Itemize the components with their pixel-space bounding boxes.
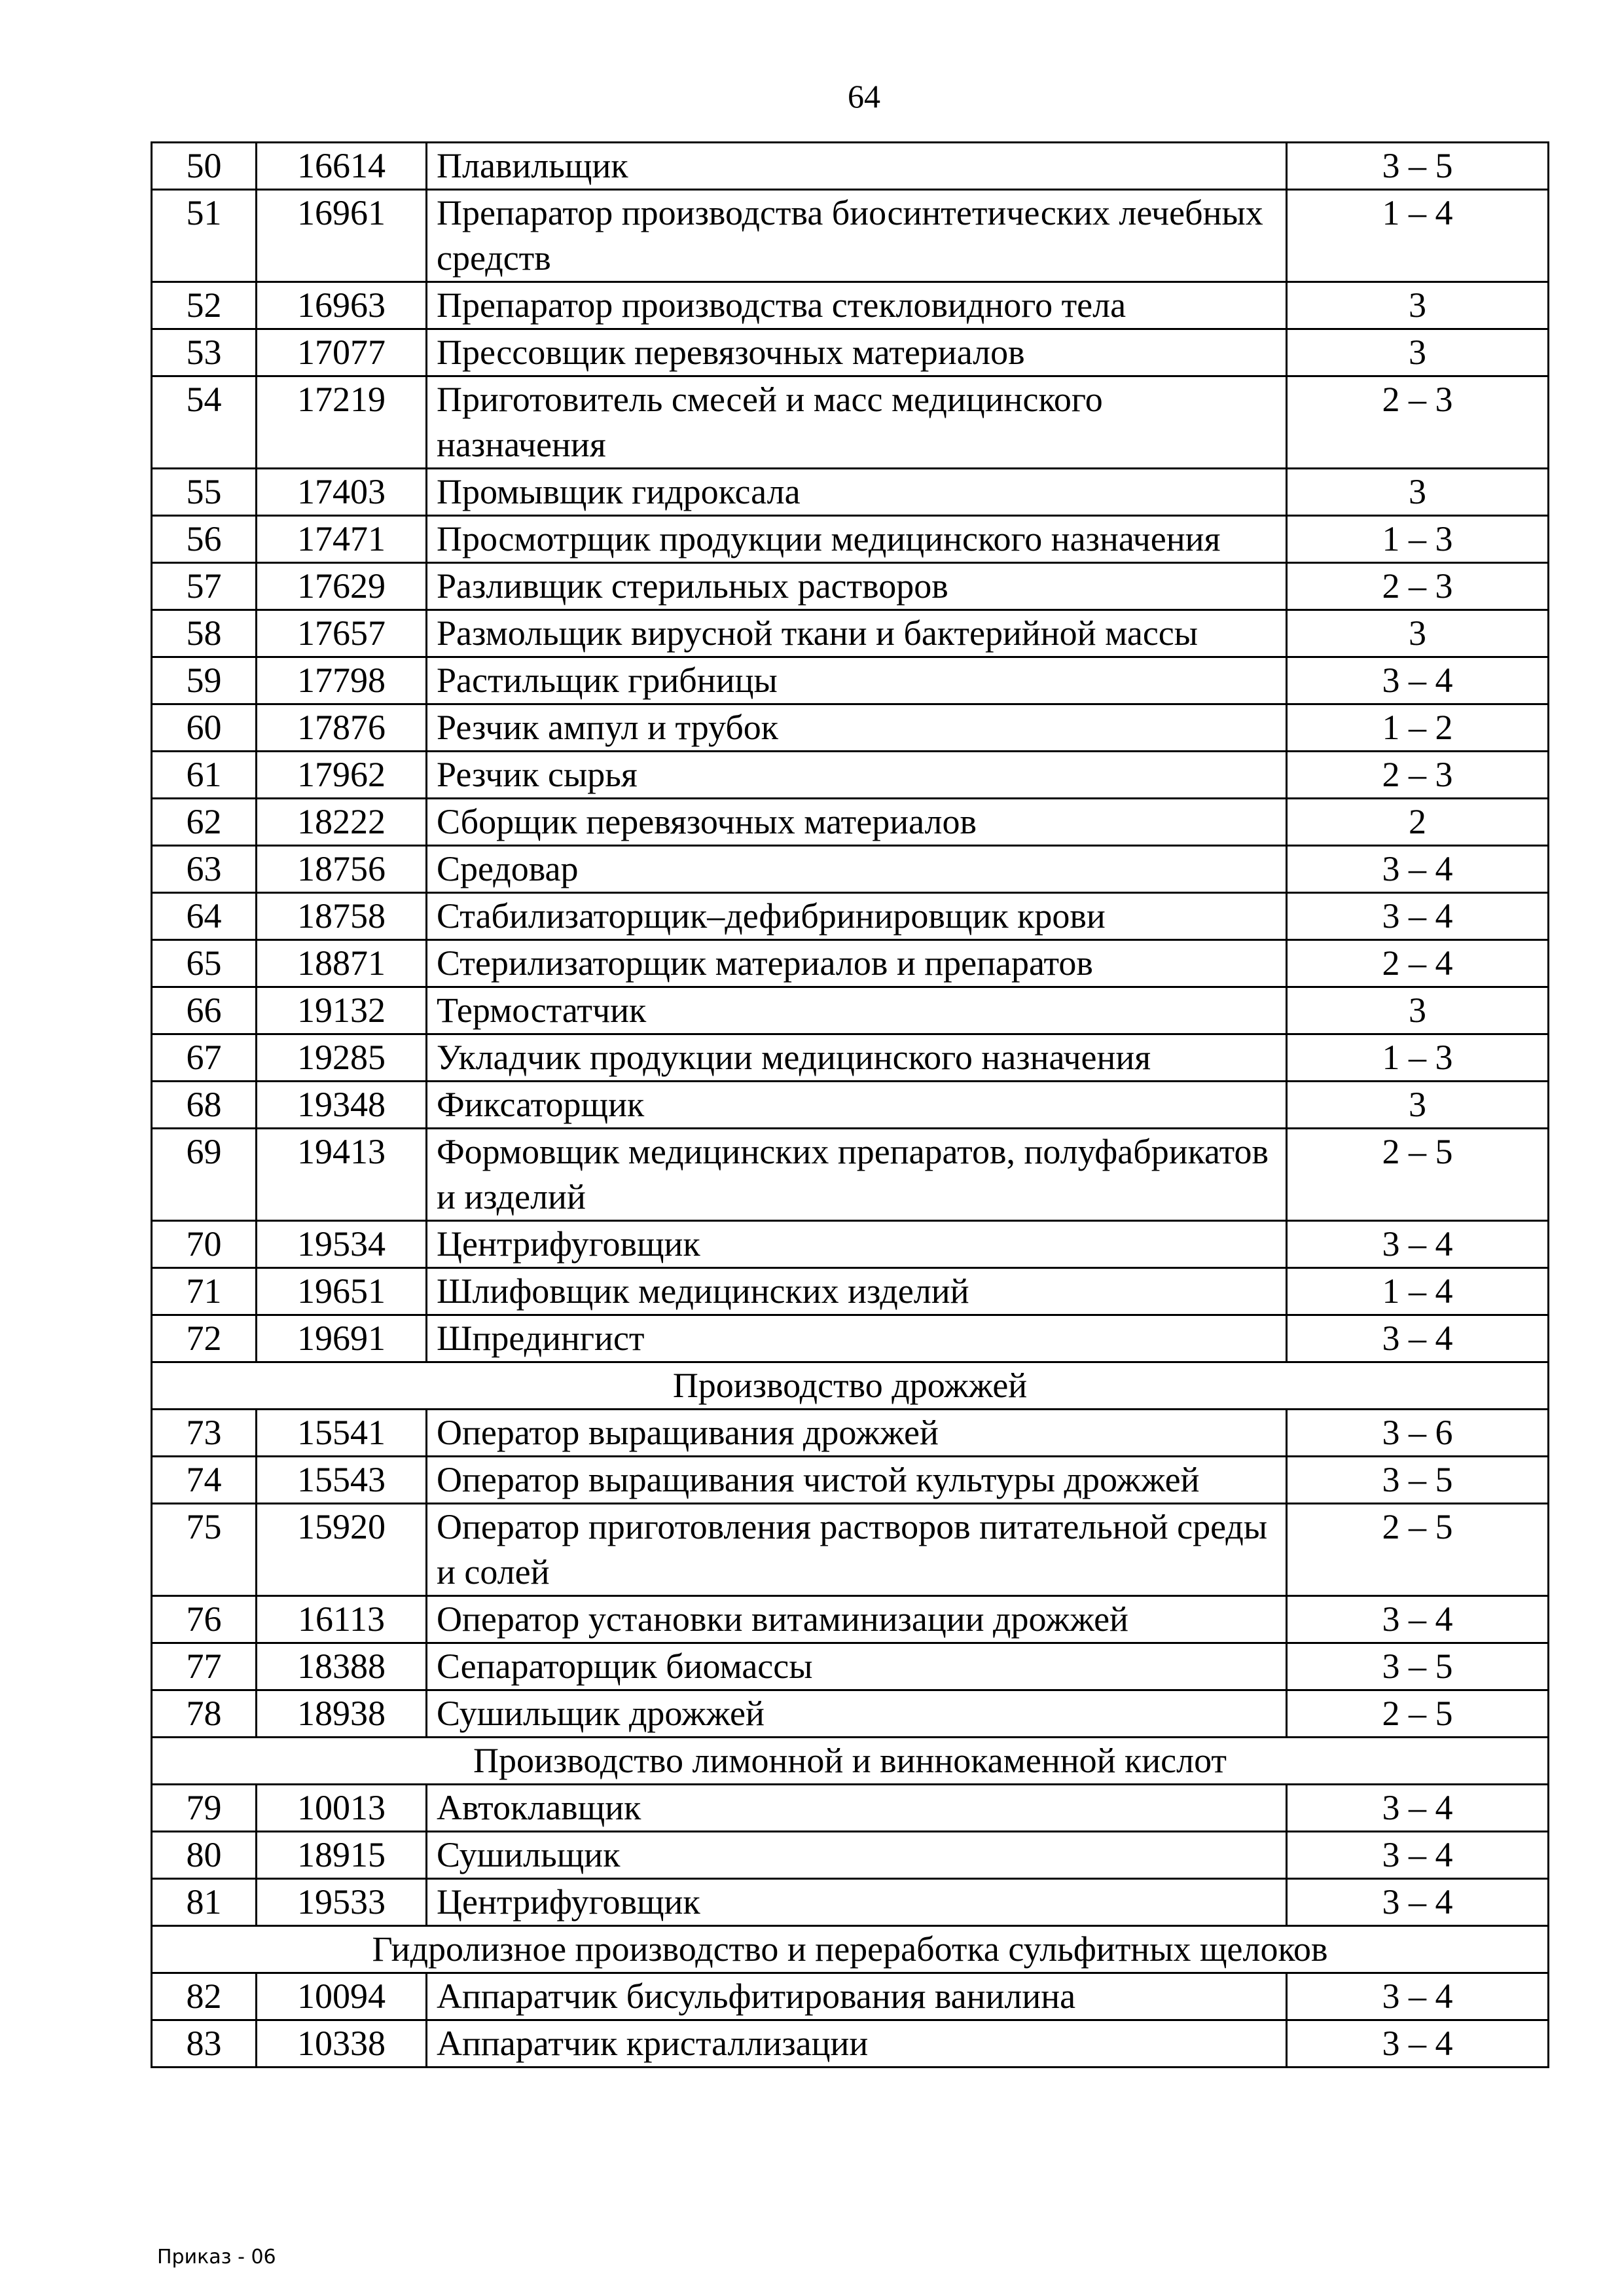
grade-range: 1 – 4 xyxy=(1287,1268,1549,1315)
row-number: 57 xyxy=(152,563,257,610)
grade-range: 2 xyxy=(1287,799,1549,846)
grade-range: 3 xyxy=(1287,329,1549,376)
profession-name: Аппаратчик бисульфитирования ванилина xyxy=(427,1973,1287,2020)
table-row xyxy=(152,282,1549,329)
profession-name: Стабилизаторщик–дефибринировщик крови xyxy=(427,893,1287,940)
grade-range: 2 – 3 xyxy=(1287,376,1549,469)
row-number: 55 xyxy=(152,469,257,516)
profession-name: Оператор выращивания дрожжей xyxy=(427,1410,1287,1457)
profession-name: Средовар xyxy=(427,846,1287,893)
profession-code: 16961 xyxy=(257,190,427,282)
table-row xyxy=(152,1785,1549,1832)
grade-range: 3 – 4 xyxy=(1287,1832,1549,1879)
section-header-row xyxy=(152,1362,1549,1410)
row-number: 62 xyxy=(152,799,257,846)
grade-range: 1 – 4 xyxy=(1287,190,1549,282)
profession-name: Формовщик медицинских препаратов, полуфабрикатов и изделий xyxy=(427,1129,1287,1221)
table-row xyxy=(152,1690,1549,1738)
table-row xyxy=(152,752,1549,799)
grade-range: 3 – 4 xyxy=(1287,846,1549,893)
grade-range: 3 xyxy=(1287,469,1549,516)
profession-code: 19413 xyxy=(257,1129,427,1221)
grade-range: 2 – 5 xyxy=(1287,1504,1549,1596)
profession-code: 19533 xyxy=(257,1879,427,1926)
profession-name: Оператор установки витаминизации дрожжей xyxy=(427,1596,1287,1643)
table-row xyxy=(152,1596,1549,1643)
row-number: 77 xyxy=(152,1643,257,1690)
table-row xyxy=(152,143,1549,190)
table-row xyxy=(152,329,1549,376)
profession-code: 17219 xyxy=(257,376,427,469)
row-number: 61 xyxy=(152,752,257,799)
profession-name: Резчик ампул и трубок xyxy=(427,704,1287,752)
profession-code: 18938 xyxy=(257,1690,427,1738)
profession-name: Препаратор производства биосинтетических лечебных средств xyxy=(427,190,1287,282)
profession-name: Сушильщик xyxy=(427,1832,1287,1879)
grade-range: 2 – 3 xyxy=(1287,752,1549,799)
table-row xyxy=(152,1082,1549,1129)
grade-range: 3 – 4 xyxy=(1287,2020,1549,2068)
row-number: 59 xyxy=(152,657,257,704)
profession-name: Просмотрщик продукции медицинского назначения xyxy=(427,516,1287,563)
row-number: 67 xyxy=(152,1034,257,1082)
profession-code: 18222 xyxy=(257,799,427,846)
profession-name: Центрифуговщик xyxy=(427,1221,1287,1268)
row-number: 66 xyxy=(152,987,257,1034)
profession-name: Растильщик грибницы xyxy=(427,657,1287,704)
profession-code: 18915 xyxy=(257,1832,427,1879)
profession-code: 17962 xyxy=(257,752,427,799)
row-number: 82 xyxy=(152,1973,257,2020)
row-number: 51 xyxy=(152,190,257,282)
profession-name: Шлифовщик медицинских изделий xyxy=(427,1268,1287,1315)
profession-code: 19132 xyxy=(257,987,427,1034)
profession-name: Аппаратчик кристаллизации xyxy=(427,2020,1287,2068)
profession-code: 18871 xyxy=(257,940,427,987)
grade-range: 3 xyxy=(1287,987,1549,1034)
profession-name: Автоклавщик xyxy=(427,1785,1287,1832)
profession-code: 19534 xyxy=(257,1221,427,1268)
table-row xyxy=(152,376,1549,469)
profession-code: 15541 xyxy=(257,1410,427,1457)
grade-range: 3 – 4 xyxy=(1287,1785,1549,1832)
row-number: 60 xyxy=(152,704,257,752)
row-number: 75 xyxy=(152,1504,257,1596)
row-number: 58 xyxy=(152,610,257,657)
profession-name: Промывщик гидроксала xyxy=(427,469,1287,516)
row-number: 53 xyxy=(152,329,257,376)
profession-name: Шпредингист xyxy=(427,1315,1287,1362)
table-row xyxy=(152,704,1549,752)
grade-range: 3 xyxy=(1287,282,1549,329)
grade-range: 2 – 5 xyxy=(1287,1129,1549,1221)
profession-code: 18756 xyxy=(257,846,427,893)
profession-name: Сепараторщик биомассы xyxy=(427,1643,1287,1690)
table-row xyxy=(152,1832,1549,1879)
profession-name: Фиксаторщик xyxy=(427,1082,1287,1129)
row-number: 64 xyxy=(152,893,257,940)
profession-name: Сборщик перевязочных материалов xyxy=(427,799,1287,846)
table-row xyxy=(152,1643,1549,1690)
grade-range: 3 – 4 xyxy=(1287,893,1549,940)
table-row xyxy=(152,657,1549,704)
grade-range: 2 – 4 xyxy=(1287,940,1549,987)
grade-range: 1 – 3 xyxy=(1287,516,1549,563)
grade-range: 3 xyxy=(1287,1082,1549,1129)
row-number: 65 xyxy=(152,940,257,987)
profession-code: 19348 xyxy=(257,1082,427,1129)
row-number: 63 xyxy=(152,846,257,893)
professions-table xyxy=(151,141,1549,2068)
row-number: 56 xyxy=(152,516,257,563)
table-row xyxy=(152,1221,1549,1268)
profession-name: Укладчик продукции медицинского назначения xyxy=(427,1034,1287,1082)
profession-code: 16963 xyxy=(257,282,427,329)
grade-range: 3 – 4 xyxy=(1287,1221,1549,1268)
profession-code: 19651 xyxy=(257,1268,427,1315)
table-row xyxy=(152,1315,1549,1362)
row-number: 78 xyxy=(152,1690,257,1738)
row-number: 73 xyxy=(152,1410,257,1457)
row-number: 69 xyxy=(152,1129,257,1221)
profession-name: Приготовитель смесей и масс медицинского назначения xyxy=(427,376,1287,469)
profession-code: 17629 xyxy=(257,563,427,610)
table-row xyxy=(152,190,1549,282)
profession-name: Оператор выращивания чистой культуры дрожжей xyxy=(427,1457,1287,1504)
grade-range: 3 – 5 xyxy=(1287,1457,1549,1504)
row-number: 52 xyxy=(152,282,257,329)
row-number: 72 xyxy=(152,1315,257,1362)
table-row xyxy=(152,1879,1549,1926)
row-number: 80 xyxy=(152,1832,257,1879)
profession-code: 15543 xyxy=(257,1457,427,1504)
table-row xyxy=(152,799,1549,846)
row-number: 83 xyxy=(152,2020,257,2068)
table-row xyxy=(152,2020,1549,2068)
page-number: 64 xyxy=(848,78,880,115)
profession-code: 10338 xyxy=(257,2020,427,2068)
row-number: 54 xyxy=(152,376,257,469)
section-header-row xyxy=(152,1926,1549,1973)
row-number: 81 xyxy=(152,1879,257,1926)
profession-code: 17798 xyxy=(257,657,427,704)
profession-name: Разливщик стерильных растворов xyxy=(427,563,1287,610)
grade-range: 3 – 4 xyxy=(1287,1973,1549,2020)
footer-label: Приказ - 06 xyxy=(157,2246,276,2269)
profession-code: 10094 xyxy=(257,1973,427,2020)
profession-code: 17657 xyxy=(257,610,427,657)
profession-name: Прессовщик перевязочных материалов xyxy=(427,329,1287,376)
section-title: Производство дрожжей xyxy=(152,1362,1549,1410)
profession-code: 17471 xyxy=(257,516,427,563)
table-row xyxy=(152,1129,1549,1221)
profession-code: 18388 xyxy=(257,1643,427,1690)
row-number: 79 xyxy=(152,1785,257,1832)
table-row xyxy=(152,563,1549,610)
profession-name: Резчик сырья xyxy=(427,752,1287,799)
profession-code: 15920 xyxy=(257,1504,427,1596)
table-row xyxy=(152,1457,1549,1504)
profession-code: 18758 xyxy=(257,893,427,940)
profession-code: 19691 xyxy=(257,1315,427,1362)
row-number: 68 xyxy=(152,1082,257,1129)
profession-code: 16614 xyxy=(257,143,427,190)
profession-name: Термостатчик xyxy=(427,987,1287,1034)
section-header-row xyxy=(152,1738,1549,1785)
profession-code: 10013 xyxy=(257,1785,427,1832)
table-row xyxy=(152,1034,1549,1082)
profession-code: 16113 xyxy=(257,1596,427,1643)
row-number: 71 xyxy=(152,1268,257,1315)
grade-range: 3 – 5 xyxy=(1287,1643,1549,1690)
profession-name: Размольщик вирусной ткани и бактерийной массы xyxy=(427,610,1287,657)
table-row xyxy=(152,987,1549,1034)
profession-name: Оператор приготовления растворов питательной среды и солей xyxy=(427,1504,1287,1596)
table-row xyxy=(152,893,1549,940)
grade-range: 3 – 5 xyxy=(1287,143,1549,190)
table-row xyxy=(152,940,1549,987)
table-row xyxy=(152,610,1549,657)
profession-name: Стерилизаторщик материалов и препаратов xyxy=(427,940,1287,987)
section-title: Производство лимонной и виннокаменной кислот xyxy=(152,1738,1549,1785)
grade-range: 3 – 4 xyxy=(1287,657,1549,704)
row-number: 76 xyxy=(152,1596,257,1643)
table-row xyxy=(152,1504,1549,1596)
grade-range: 3 – 4 xyxy=(1287,1315,1549,1362)
table-row xyxy=(152,1268,1549,1315)
profession-name: Центрифуговщик xyxy=(427,1879,1287,1926)
profession-name: Плавильщик xyxy=(427,143,1287,190)
row-number: 74 xyxy=(152,1457,257,1504)
grade-range: 3 – 4 xyxy=(1287,1879,1549,1926)
profession-code: 19285 xyxy=(257,1034,427,1082)
section-title: Гидролизное производство и переработка сульфитных щелоков xyxy=(152,1926,1549,1973)
grade-range: 2 – 3 xyxy=(1287,563,1549,610)
table-row xyxy=(152,1410,1549,1457)
table-row xyxy=(152,469,1549,516)
table-body xyxy=(152,143,1549,2068)
grade-range: 1 – 2 xyxy=(1287,704,1549,752)
profession-code: 17876 xyxy=(257,704,427,752)
grade-range: 3 – 6 xyxy=(1287,1410,1549,1457)
row-number: 70 xyxy=(152,1221,257,1268)
profession-code: 17403 xyxy=(257,469,427,516)
table-row xyxy=(152,846,1549,893)
grade-range: 3 – 4 xyxy=(1287,1596,1549,1643)
profession-name: Сушильщик дрожжей xyxy=(427,1690,1287,1738)
grade-range: 1 – 3 xyxy=(1287,1034,1549,1082)
table-row xyxy=(152,516,1549,563)
grade-range: 3 xyxy=(1287,610,1549,657)
profession-name: Препаратор производства стекловидного тела xyxy=(427,282,1287,329)
table-row xyxy=(152,1973,1549,2020)
profession-code: 17077 xyxy=(257,329,427,376)
grade-range: 2 – 5 xyxy=(1287,1690,1549,1738)
row-number: 50 xyxy=(152,143,257,190)
